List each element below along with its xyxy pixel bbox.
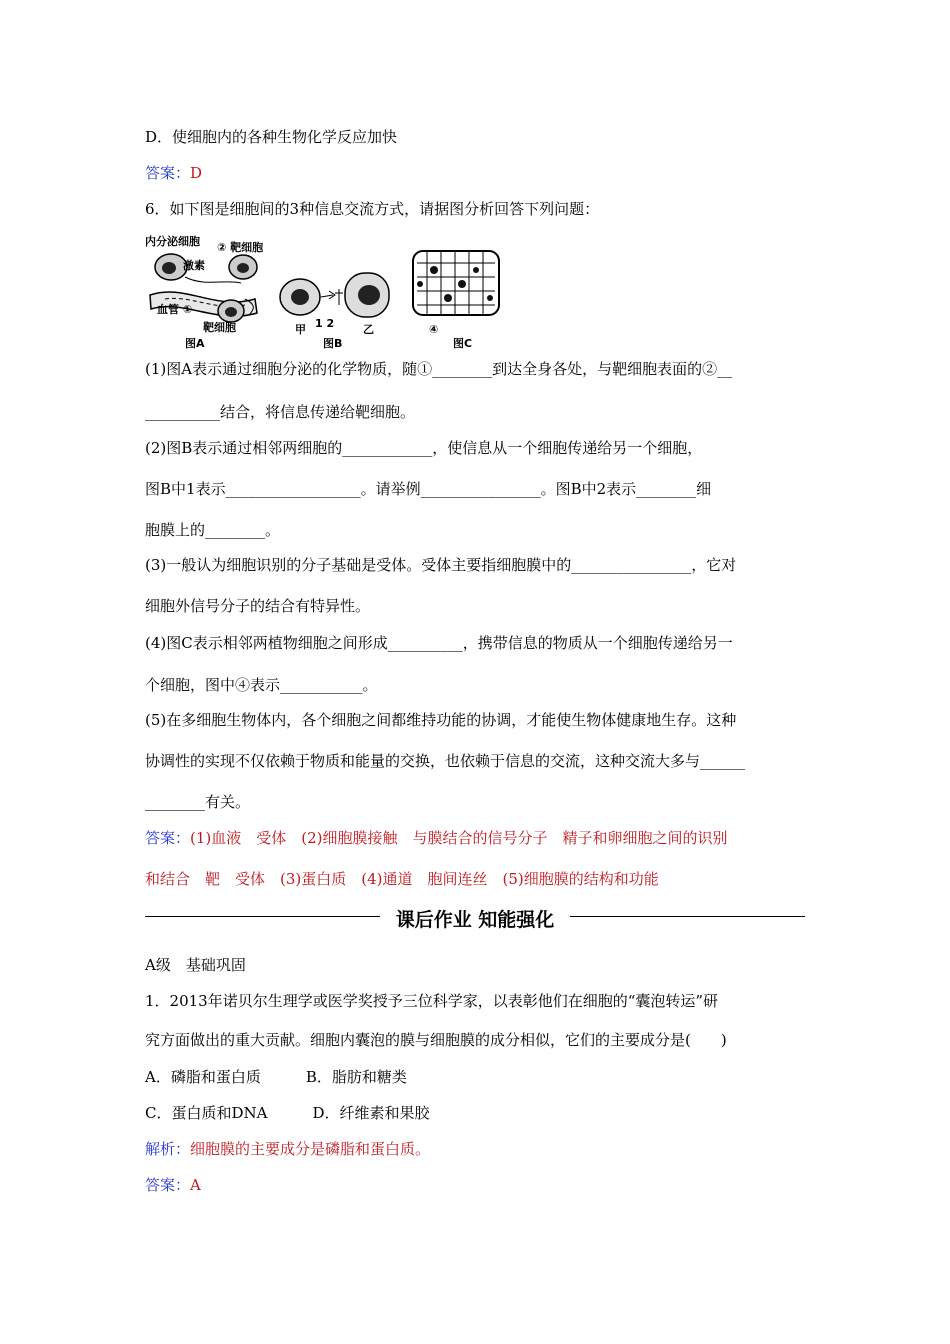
q6-line: 协调性的实现不仅依赖于物质和能量的交换，也依赖于信息的交流，这种交流大多与______: [145, 752, 746, 770]
label-vessel: 血管 ①: [157, 303, 193, 316]
answer-text: (1)血液 受体 (2)细胞膜接触 与膜结合的信号分子 精子和卵细胞之间的识别: [190, 829, 728, 847]
answer-label: 答案：: [145, 164, 191, 182]
q6-line: (1)图A表示通过细胞分泌的化学物质，随①________到达全身各处，与靶细胞表面的②__: [145, 360, 733, 378]
q1-options-line-2: C．蛋白质和DNA D．纤维素和果胶: [145, 1104, 430, 1122]
q1-answer: [145, 1175, 201, 1195]
q6-line: (2)图B表示通过相邻两细胞的____________，使信息从一个细胞传递给另一个细胞，: [145, 439, 703, 457]
q1-stem-line-2: 究方面做出的重大贡献。细胞内囊泡的膜与细胞膜的成分相似，它们的主要成分是( ): [145, 1031, 727, 1049]
label-jia: 甲: [295, 323, 306, 336]
q1-stem-line-1: 1．2013年诺贝尔生理学或医学奖授予三位科学家，以表彰他们在细胞的“囊泡转运”研: [145, 992, 719, 1010]
q6-line: 胞膜上的________。: [145, 521, 281, 539]
label-hormone: 激素: [183, 259, 205, 272]
label-fig-c: 图C: [453, 337, 473, 350]
analysis-label: 解析：: [145, 1140, 191, 1158]
q6-line: 个细胞，图中④表示___________。: [145, 676, 378, 694]
analysis-text: 细胞膜的主要成分是磷脂和蛋白质。: [190, 1140, 431, 1158]
answer-value: A: [190, 1176, 201, 1194]
figure-c: [413, 251, 499, 315]
q1-options-line-1: A．磷脂和蛋白质 B．脂肪和糖类: [145, 1068, 407, 1086]
q1-analysis: [145, 1139, 430, 1159]
section-divider: [145, 902, 805, 932]
answer-label: 答案：: [145, 1176, 191, 1194]
label-target-cell: 靶细胞: [203, 321, 236, 334]
answer-value: D: [190, 164, 203, 182]
q6-line: 细胞外信号分子的结合有特异性。: [145, 597, 371, 615]
q6-line: (3)一般认为细胞识别的分子基础是受体。受体主要指细胞膜中的________________，它对: [145, 556, 737, 574]
label-yi: 乙: [363, 323, 374, 336]
q6-line: ________有关。: [145, 793, 251, 811]
section-title: 课后作业 知能强化: [145, 905, 805, 932]
q5-answer: [145, 163, 202, 183]
label-fig-a: 图A: [185, 337, 205, 350]
q6-stem: 6．如下图是细胞间的3种信息交流方式，请据图分析回答下列问题：: [145, 200, 600, 218]
answer-label: 答案：: [145, 829, 191, 847]
label-target-cell-2: ② 靶细胞: [217, 241, 264, 254]
level-heading: A级 基础巩固: [145, 956, 246, 974]
q6-answer-line-1: [145, 828, 728, 848]
label-endocrine-cell: 内分泌细胞: [145, 235, 200, 248]
q6-answer-line-2: 和结合 靶 受体 (3)蛋白质 (4)通道 胞间连丝 (5)细胞膜的结构和功能: [145, 870, 659, 888]
label-4: ④: [429, 323, 439, 336]
q6-line: (4)图C表示相邻两植物细胞之间形成__________，携带信息的物质从一个细胞传递给另一: [145, 634, 733, 652]
label-1-2: 1 2: [315, 317, 335, 330]
q6-line: (5)在多细胞生物体内，各个细胞之间都维持功能的协调，才能使生物体健康地生存。这种: [145, 711, 737, 729]
q6-line: 图B中1表示__________________。请举例________________。图B中2表示________细: [145, 480, 712, 498]
q6-line: __________结合，将信息传递给靶细胞。: [145, 403, 416, 421]
figure-b: [280, 273, 389, 317]
cell-communication-figure: [145, 233, 505, 351]
q5-option-d: D．使细胞内的各种生物化学反应加快: [145, 128, 398, 146]
label-fig-b: 图B: [323, 337, 343, 350]
